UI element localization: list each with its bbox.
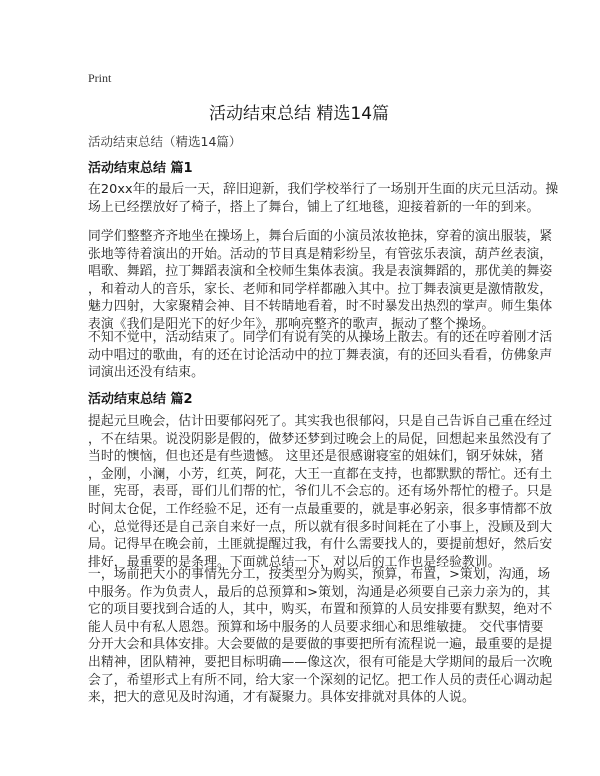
text-line: 分开大会和具体安排。大会要做的是要做的事要把所有流程说一遍，最重要的是提 (88, 637, 553, 653)
text-line: 不知不觉中，活动结束了。同学们有说有笑的从操场上散去。有的还在哼着刚才活 (88, 330, 553, 345)
text-line: 会了，希望形式上有所不同，给大家一个深刻的记忆。把工作人员的责任心调动起 (88, 672, 553, 688)
text-line: 来，把大的意见及时沟通，才有凝聚力。具体安排就对具体的人说。 (88, 690, 475, 706)
text-line: 动中唱过的歌曲，有的还在讨论活动中的拉丁舞表演，有的还回头看看，仿佛象声 (88, 347, 553, 363)
text-line: 同学们整整齐齐地坐在操场上，舞台后面的小演员浓妆艳抹，穿着的演出服装，紧 (88, 229, 553, 244)
text-line: 当时的懊恼，但也还是有些遗憾。 这里还是很感谢寝室的姐妹们，钢牙妹妹，猪 (88, 449, 544, 465)
text-line: ，不在结果。说没阴影是假的，做梦还梦到过晚会上的局促，回想起来虽然没有了 (88, 431, 553, 447)
text-line: 能人员中有私人恩怨。预算和场中服务的人员要求细心和思维敏捷。 交代事情要 (88, 619, 544, 635)
page-title: 活动结束总结 精选14篇 (208, 104, 390, 124)
text-line: 时间太仓促，工作经验不足，还有一点最重要的，就是事必躬亲，很多事情都不放 (88, 501, 553, 517)
text-line: 匪，宪哥，表哥，哥们儿们帮的忙，爷们儿不会忘的。还有场外帮忙的橙子。只是 (88, 484, 553, 500)
document-subtitle: 活动结束总结（精选14篇） (88, 134, 242, 149)
text-line: 心，总觉得还是自己亲自来好一点，所以就有很多时间耗在了小事上，没顾及到大 (88, 519, 553, 535)
text-line: 一，场前把大小的事情先分工，按类型分为购买，预算，布置，>策划，沟通，场 (88, 567, 551, 582)
text-line: 表演《我们是阳光下的好少年》，那响亮整齐的歌声，振动了整个操场。 (88, 316, 495, 332)
text-line: 出精神，团队精神，要把目标明确——像这次，很有可能是大学期间的最后一次晚 (88, 654, 553, 670)
text-line: 在20xx年的最后一天，辞旧迎新，我们学校举行了一场别开生面的庆元旦活动。操 (88, 182, 559, 197)
text-line: 局。记得早在晚会前，土匪就提醒过我，有什么需要找人的，要提前想好，然后安 (88, 537, 553, 553)
text-line: 提起元旦晚会，估计田要郁闷死了。其实我也很郁闷，只是自己告诉自己重在经过 (88, 414, 553, 429)
text-line: 它的项目要找到合适的人，其中，购买，布置和预算的人员安排要有默契，绝对不 (88, 602, 553, 618)
paragraph (88, 329, 553, 382)
paragraph (88, 181, 559, 216)
text-line: 词演出还没有结束。 (88, 365, 205, 381)
text-line: 魅力四射，大家聚精会神、目不转睛地看着，时不时暴发出热烈的掌声。师生集体 (88, 299, 553, 315)
paragraph (88, 566, 553, 707)
section-heading-1: 活动结束总结 篇1 (88, 161, 193, 176)
print-label: Print (88, 71, 112, 85)
text-line: ，和着动人的音乐，家长、老师和同学样都融入其中。拉丁舞表演更是激情散发， (88, 281, 553, 297)
text-line: ，金刚，小澜，小芳，红英，阿花，大王一直都在支持，也都默默的帮忙。还有土 (88, 466, 553, 482)
paragraph (88, 228, 553, 334)
text-line: 张地等待着演出的开始。活动的节目真是精彩纷呈，有管弦乐表演，葫芦丝表演， (88, 246, 553, 262)
text-line: 场上已经摆放好了椅子，搭上了舞台，铺上了红地毯，迎接着新的一年的到来。 (88, 199, 540, 215)
section-heading-2: 活动结束总结 篇2 (88, 392, 193, 407)
paragraph (88, 413, 553, 571)
text-line: 唱歌、舞蹈，拉丁舞蹈表演和全校师生集体表演。我是表演舞蹈的，那优美的舞姿 (88, 264, 553, 280)
text-line: 中服务。作为负责人，最后的总预算和>策划，沟通是必须要自己亲力亲为的，其 (88, 584, 551, 600)
text-line: 排好，最重要的是条理。下面就总结一下，对以后的工作也是经验教训。 (88, 554, 501, 570)
